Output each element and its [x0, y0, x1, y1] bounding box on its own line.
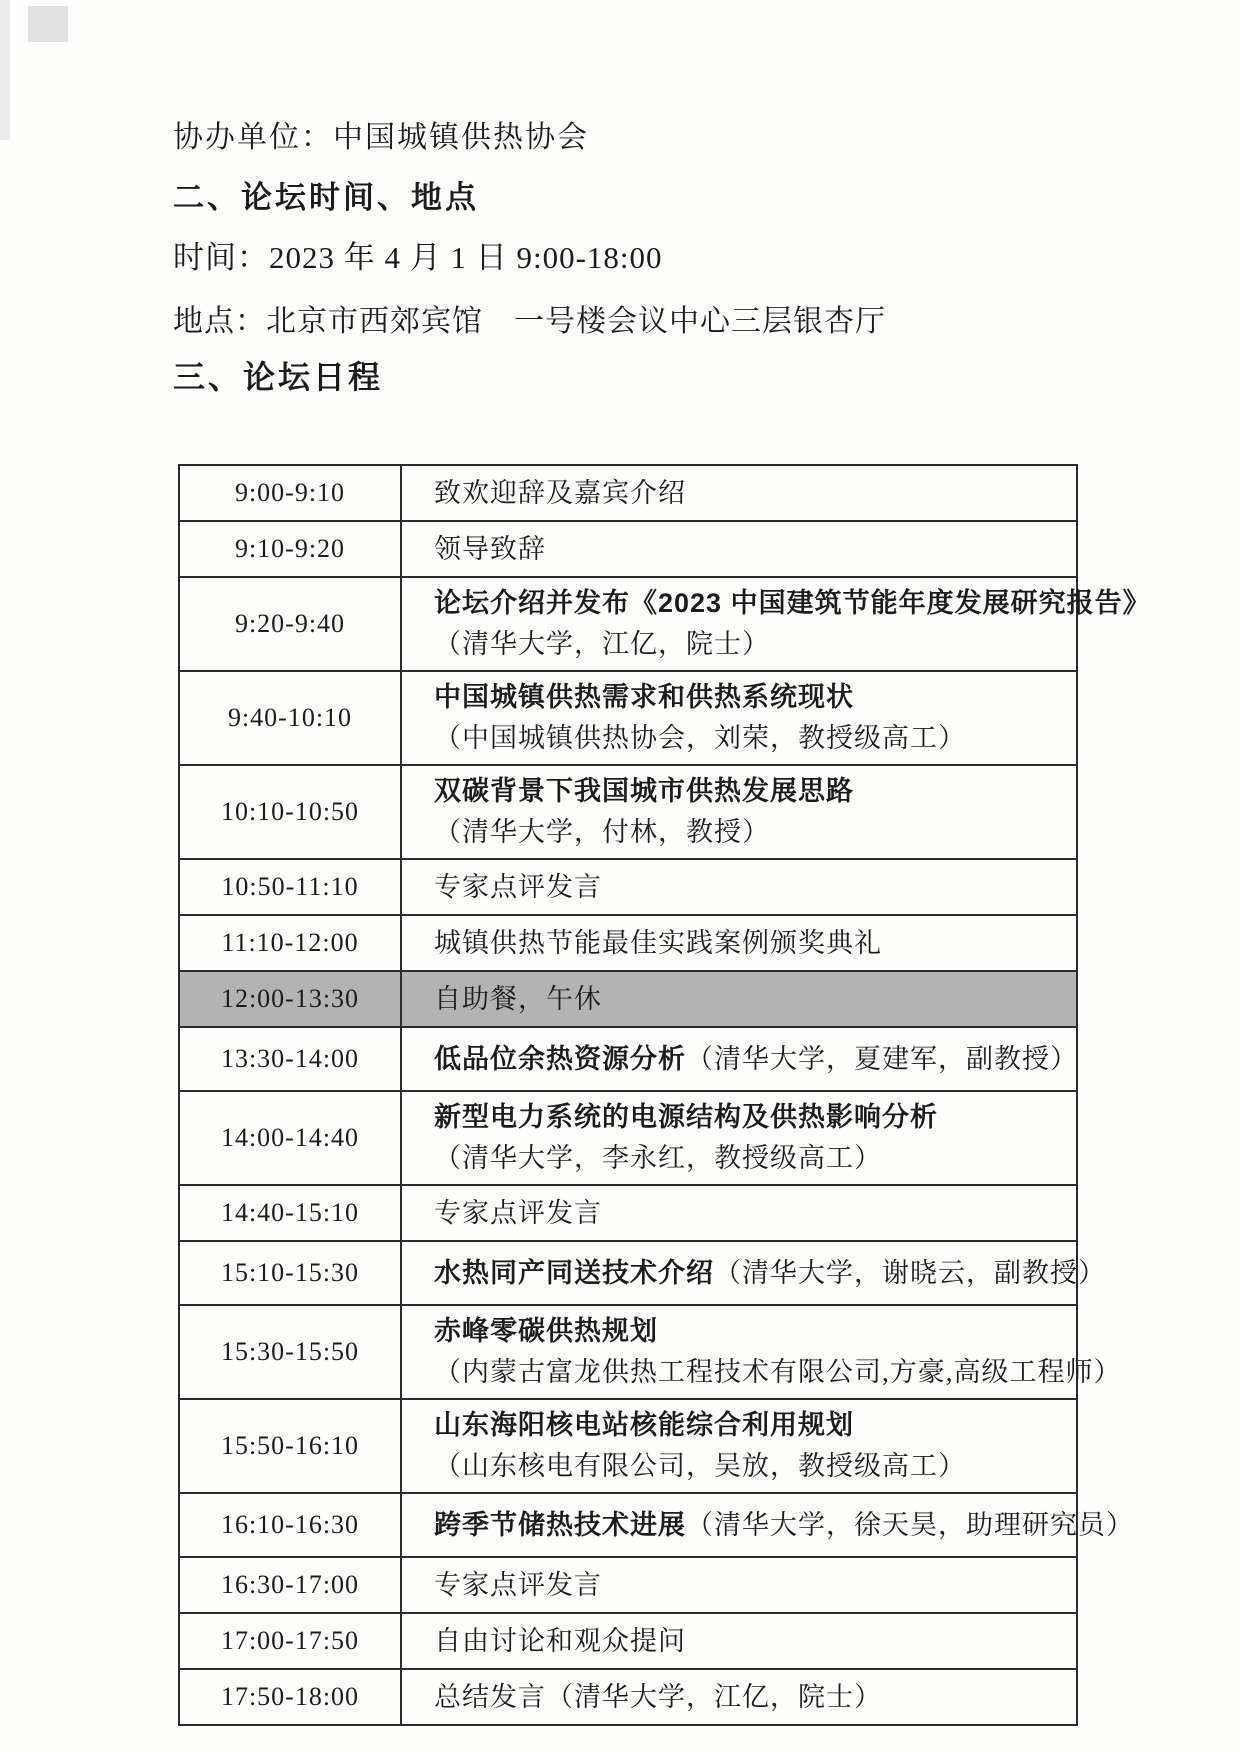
agenda-time-cell: 9:10-9:20 — [179, 521, 401, 577]
agenda-item-line — [434, 583, 1151, 624]
agenda-row — [179, 521, 1077, 577]
agenda-item-title: 跨季节储热技术进展 — [434, 1509, 686, 1540]
agenda-item-cell — [401, 577, 1151, 671]
agenda-row — [179, 859, 1077, 915]
agenda-item-text: （中国城镇供热协会，刘荣，教授级高工） — [434, 723, 966, 753]
agenda-item-text: 致欢迎辞及嘉宾介绍 — [434, 477, 686, 508]
agenda-row — [179, 915, 1077, 971]
agenda-item-cell — [401, 859, 1077, 915]
agenda-row — [179, 1557, 1077, 1613]
event-time-line: 时间：2023 年 4 月 1 日 9:00-18:00 — [173, 240, 663, 275]
agenda-item-cell — [401, 521, 1077, 577]
agenda-row — [179, 1185, 1077, 1241]
scan-artifact — [28, 6, 68, 42]
agenda-item-title: 赤峰零碳供热规划 — [434, 1316, 658, 1346]
agenda-item-cell — [401, 915, 1077, 971]
agenda-time-cell: 9:00-9:10 — [179, 465, 401, 521]
agenda-item-line — [434, 529, 1068, 570]
agenda-item-cell — [401, 1091, 1077, 1185]
agenda-item-text: 专家点评发言 — [434, 871, 602, 902]
agenda-time-cell: 15:10-15:30 — [179, 1241, 401, 1305]
agenda-item-text: 自助餐，午休 — [434, 983, 602, 1014]
agenda-time-cell: 10:50-11:10 — [179, 859, 401, 915]
agenda-item-text: 自由讨论和观众提问 — [434, 1625, 686, 1656]
agenda-item-line — [434, 979, 1068, 1020]
agenda-time-cell: 16:10-16:30 — [179, 1493, 401, 1557]
agenda-item-line — [434, 1253, 1106, 1294]
agenda-table — [178, 464, 1151, 1726]
agenda-time-cell: 9:40-10:10 — [179, 671, 401, 765]
scan-edge-artifact — [0, 0, 10, 140]
agenda-row — [179, 1305, 1077, 1399]
agenda-time-cell: 17:00-17:50 — [179, 1613, 401, 1669]
agenda-item-cell — [401, 1185, 1077, 1241]
agenda-item-line — [434, 1039, 1078, 1080]
agenda-item-text: （清华大学，谢晓云，副教授） — [714, 1257, 1106, 1288]
agenda-row — [179, 1091, 1077, 1185]
agenda-item-line — [434, 1138, 1068, 1179]
agenda-item-title: 水热同产同送技术介绍 — [434, 1257, 714, 1288]
agenda-time-cell: 15:30-15:50 — [179, 1305, 401, 1399]
agenda-item-line — [434, 867, 1068, 908]
event-location-line: 地点：北京市西郊宾馆 一号楼会议中心三层银杏厅 — [173, 305, 886, 338]
agenda-row — [179, 765, 1077, 859]
agenda-item-text: （清华大学，李永红，教授级高工） — [434, 1143, 882, 1173]
agenda-time-cell: 14:40-15:10 — [179, 1185, 401, 1241]
agenda-item-cell — [401, 1669, 1077, 1725]
agenda-item-line — [434, 473, 1068, 514]
agenda-item-line — [434, 1311, 1068, 1352]
agenda-time-cell: 17:50-18:00 — [179, 1669, 401, 1725]
agenda-row — [179, 1241, 1077, 1305]
agenda-item-line — [434, 624, 1068, 665]
agenda-row — [179, 1027, 1077, 1091]
agenda-item-text: 专家点评发言 — [434, 1197, 602, 1228]
agenda-item-cell — [401, 671, 1077, 765]
agenda-item-title: 论坛介绍并发布《2023 中国建筑节能年度发展研究报告》 — [434, 588, 1151, 618]
agenda-item-line — [434, 1505, 1134, 1546]
agenda-time-cell: 11:10-12:00 — [179, 915, 401, 971]
agenda-item-title: 双碳背景下我国城市供热发展思路 — [434, 776, 854, 806]
agenda-time-cell: 9:20-9:40 — [179, 577, 401, 671]
agenda-time-cell: 13:30-14:00 — [179, 1027, 401, 1091]
agenda-item-cell — [401, 465, 1077, 521]
agenda-item-text: （内蒙古富龙供热工程技术有限公司,方豪,高级工程师） — [434, 1357, 1122, 1387]
agenda-item-title: 山东海阳核电站核能综合利用规划 — [434, 1410, 854, 1440]
agenda-item-line — [434, 1352, 1122, 1393]
agenda-item-title: 新型电力系统的电源结构及供热影响分析 — [434, 1102, 938, 1132]
agenda-item-line — [434, 1677, 1068, 1718]
agenda-row — [179, 1493, 1077, 1557]
section-heading-agenda: 三、论坛日程 — [173, 359, 384, 395]
agenda-item-text: （清华大学，徐天昊，助理研究员） — [686, 1509, 1134, 1540]
agenda-item-title: 中国城镇供热需求和供热系统现状 — [434, 682, 854, 712]
agenda-time-cell: 12:00-13:30 — [179, 971, 401, 1027]
agenda-item-text: 城镇供热节能最佳实践案例颁奖典礼 — [434, 927, 882, 958]
agenda-row — [179, 971, 1077, 1027]
agenda-item-text: 领导致辞 — [434, 533, 546, 564]
section-heading-time-location: 二、论坛时间、地点 — [173, 180, 479, 215]
agenda-table-body — [179, 465, 1151, 1725]
agenda-item-cell — [401, 1399, 1077, 1493]
agenda-item-cell — [401, 1613, 1077, 1669]
agenda-item-line — [434, 923, 1068, 964]
agenda-row — [179, 577, 1077, 671]
agenda-item-text: 专家点评发言 — [434, 1569, 602, 1600]
agenda-row — [179, 1613, 1077, 1669]
agenda-item-cell — [401, 1305, 1122, 1399]
agenda-item-text: 总结发言（清华大学，江亿，院士） — [434, 1681, 882, 1712]
agenda-item-cell — [401, 1027, 1077, 1091]
agenda-row — [179, 671, 1077, 765]
agenda-row — [179, 465, 1077, 521]
agenda-item-line — [434, 677, 1068, 718]
agenda-item-cell — [401, 765, 1077, 859]
agenda-item-line — [434, 718, 1068, 759]
agenda-item-cell — [401, 1493, 1134, 1557]
agenda-item-title: 低品位余热资源分析 — [434, 1043, 686, 1074]
agenda-time-cell: 10:10-10:50 — [179, 765, 401, 859]
agenda-item-line — [434, 1097, 1068, 1138]
agenda-item-line — [434, 1193, 1068, 1234]
agenda-item-cell — [401, 971, 1077, 1027]
agenda-item-text: （清华大学，付林，教授） — [434, 817, 770, 847]
agenda-item-line — [434, 1446, 1068, 1487]
agenda-item-cell — [401, 1241, 1106, 1305]
agenda-item-line — [434, 812, 1068, 853]
agenda-row — [179, 1669, 1077, 1725]
agenda-time-cell: 15:50-16:10 — [179, 1399, 401, 1493]
agenda-item-text: （山东核电有限公司，吴放，教授级高工） — [434, 1451, 966, 1481]
agenda-item-line — [434, 1621, 1068, 1662]
organizer-line: 协办单位：中国城镇供热协会 — [173, 121, 589, 154]
agenda-time-cell: 14:00-14:40 — [179, 1091, 401, 1185]
agenda-item-line — [434, 771, 1068, 812]
agenda-item-line — [434, 1405, 1068, 1446]
agenda-item-text: （清华大学，江亿，院士） — [434, 629, 770, 659]
agenda-row — [179, 1399, 1077, 1493]
agenda-item-text: （清华大学，夏建军，副教授） — [686, 1043, 1078, 1074]
agenda-item-line — [434, 1565, 1068, 1606]
agenda-item-cell — [401, 1557, 1077, 1613]
agenda-time-cell: 16:30-17:00 — [179, 1557, 401, 1613]
